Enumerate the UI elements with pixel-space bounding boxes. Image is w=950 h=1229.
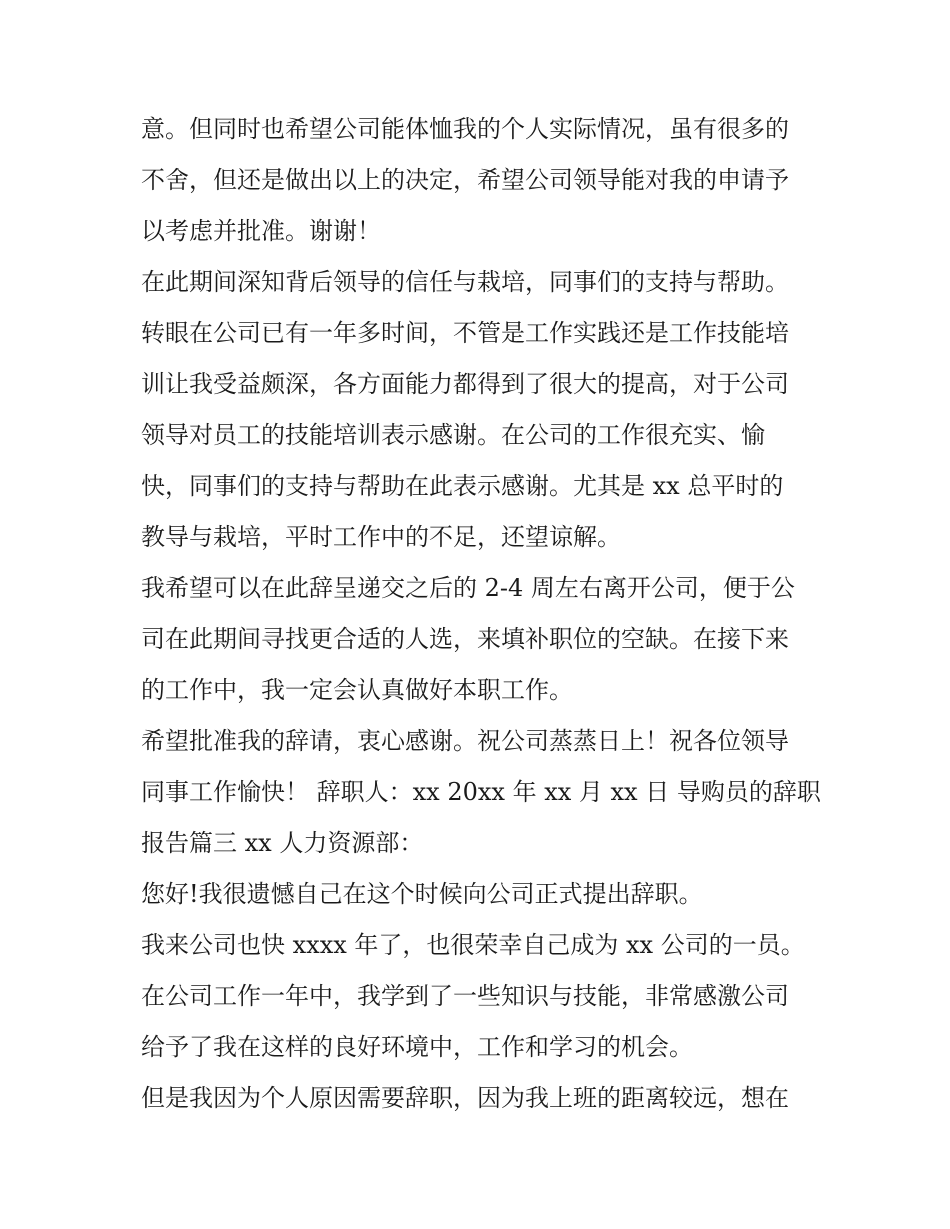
text-line: 以考虑并批准。谢谢！ <box>141 217 381 245</box>
text-line: 在此期间深知背后领导的信任与栽培，同事们的支持与帮助。 <box>141 268 789 296</box>
text-line: 转眼在公司已有一年多时间，不管是工作实践还是工作技能培 <box>141 319 789 347</box>
text-line: 同事工作愉快！ 辞职人：xx 20xx 年 xx 月 xx 日 导购员的辞职 <box>141 778 821 806</box>
text-line: 快，同事们的支持与帮助在此表示感谢。尤其是 xx 总平时的 <box>141 472 784 500</box>
text-line: 我来公司也快 xxxx 年了，也很荣幸自己成为 xx 公司的一员。 <box>141 931 805 959</box>
text-line: 不舍，但还是做出以上的决定，希望公司领导能对我的申请予 <box>141 166 789 194</box>
text-line: 意。但同时也希望公司能体恤我的个人实际情况，虽有很多的 <box>141 115 789 143</box>
text-line: 报告篇三 xx 人力资源部： <box>141 829 424 857</box>
text-line: 领导对员工的技能培训表示感谢。在公司的工作很充实、愉 <box>141 421 765 449</box>
text-line: 的工作中，我一定会认真做好本职工作。 <box>141 676 573 704</box>
text-line: 给予了我在这样的良好环境中，工作和学习的机会。 <box>141 1033 693 1061</box>
text-line: 司在此期间寻找更合适的人选，来填补职位的空缺。在接下来 <box>141 625 789 653</box>
text-line: 训让我受益颇深，各方面能力都得到了很大的提高，对于公司 <box>141 370 789 398</box>
text-line: 教导与栽培，平时工作中的不足，还望谅解。 <box>141 523 621 551</box>
document-body <box>141 104 821 1124</box>
text-line: 在公司工作一年中，我学到了一些知识与技能，非常感激公司 <box>141 982 789 1010</box>
text-line: 希望批准我的辞请，衷心感谢。祝公司蒸蒸日上！祝各位领导 <box>141 727 789 755</box>
text-line: 您好!我很遗憾自己在这个时候向公司正式提出辞职。 <box>141 880 703 908</box>
text-line: 但是我因为个人原因需要辞职，因为我上班的距离较远，想在 <box>141 1084 789 1112</box>
text-line: 我希望可以在此辞呈递交之后的 2-4 周左右离开公司，便于公 <box>141 574 795 602</box>
